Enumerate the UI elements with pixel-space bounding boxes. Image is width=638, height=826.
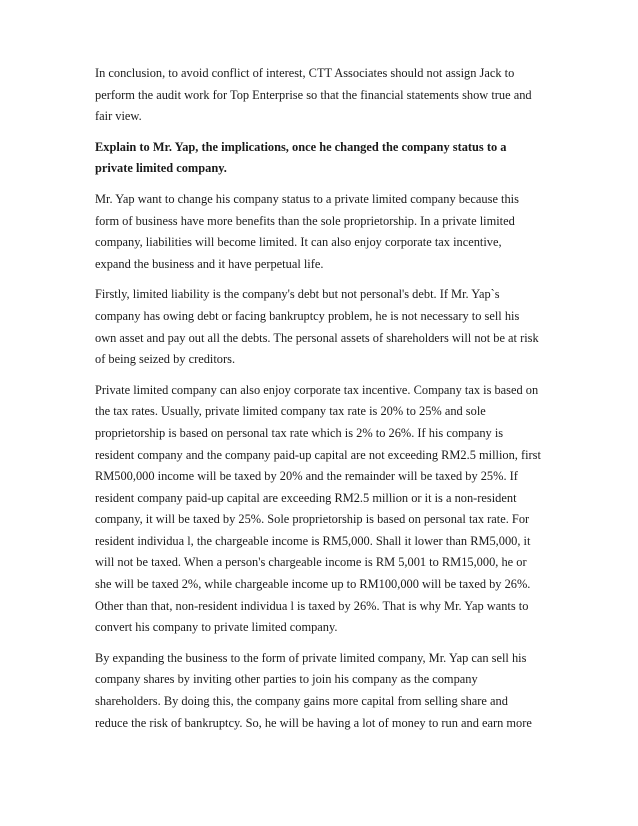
limited-liability-paragraph bbox=[95, 284, 550, 370]
text-line: expand the business and it have perpetual life. bbox=[95, 256, 324, 271]
heading-line: private limited company. bbox=[95, 161, 227, 176]
section-heading bbox=[95, 137, 550, 180]
tax-incentive-paragraph bbox=[95, 380, 550, 639]
text-line: In conclusion, to avoid conflict of interest, CTT Associates should not assign Jack to bbox=[95, 66, 515, 80]
heading-line: Explain to Mr. Yap, the implications, once he changed the company status to a bbox=[95, 139, 507, 154]
text-line: resident company and the company paid-up capital are not exceeding RM2.5 million, first bbox=[95, 447, 541, 462]
text-line: convert his company to private limited company. bbox=[95, 620, 338, 635]
text-line: Private limited company can also enjoy corporate tax incentive. Company tax is based on bbox=[95, 382, 539, 397]
text-line: reduce the risk of bankruptcy. So, he will be having a lot of money to run and earn more bbox=[95, 715, 532, 730]
text-line: company, it will be taxed by 25%. Sole proprietorship is based on personal tax rate. For bbox=[95, 512, 530, 527]
text-line: of being seized by creditors. bbox=[95, 352, 236, 367]
text-line: company, liabilities will become limited. It can also enjoy corporate tax incentive, bbox=[95, 235, 502, 250]
text-line: she will be taxed 2%, while chargeable income up to RM100,000 will be taxed by 26%. bbox=[95, 577, 531, 592]
text-line: the tax rates. Usually, private limited company tax rate is 20% to 25% and sole bbox=[95, 404, 486, 419]
text-line: form of business have more benefits than the sole proprietorship. In a private limited bbox=[95, 213, 515, 228]
text-line: perform the audit work for Top Enterprise so that the financial statements show true and bbox=[95, 87, 532, 102]
text-line: own asset and pay out all the debts. The personal assets of shareholders will not be at risk bbox=[95, 330, 539, 345]
expansion-paragraph bbox=[95, 648, 550, 734]
conclusion-paragraph bbox=[95, 63, 550, 128]
text-line: resident company paid-up capital are exceeding RM2.5 million or it is a non-resident bbox=[95, 490, 517, 505]
text-line: company shares by inviting other parties to join his company as the company bbox=[95, 672, 478, 687]
text-line: Mr. Yap want to change his company status to a private limited company because this bbox=[95, 191, 519, 206]
text-line: RM500,000 income will be taxed by 20% and the remainder will be taxed by 25%. If bbox=[95, 469, 518, 484]
text-line: Other than that, non-resident individua l is taxed by 26%. That is why Mr. Yap wants to bbox=[95, 598, 529, 613]
text-line: By expanding the business to the form of private limited company, Mr. Yap can sell his bbox=[95, 650, 527, 665]
text-line: shareholders. By doing this, the company gains more capital from selling share and bbox=[95, 694, 508, 709]
text-line: will not be taxed. When a person's chargeable income is RM 5,001 to RM15,000, he or bbox=[95, 555, 527, 570]
text-line: fair view. bbox=[95, 109, 142, 124]
intro-paragraph bbox=[95, 189, 550, 275]
text-line: company has owing debt or facing bankruptcy problem, he is not necessary to sell his bbox=[95, 308, 520, 323]
text-line: Firstly, limited liability is the company's debt but not personal's debt. If Mr. Yap`s bbox=[95, 287, 500, 302]
document-body bbox=[95, 63, 550, 743]
text-line: proprietorship is based on personal tax rate which is 2% to 26%. If his company is bbox=[95, 425, 504, 440]
text-line: resident individua l, the chargeable income is RM5,000. Shall it lower than RM5,000, it bbox=[95, 533, 531, 548]
